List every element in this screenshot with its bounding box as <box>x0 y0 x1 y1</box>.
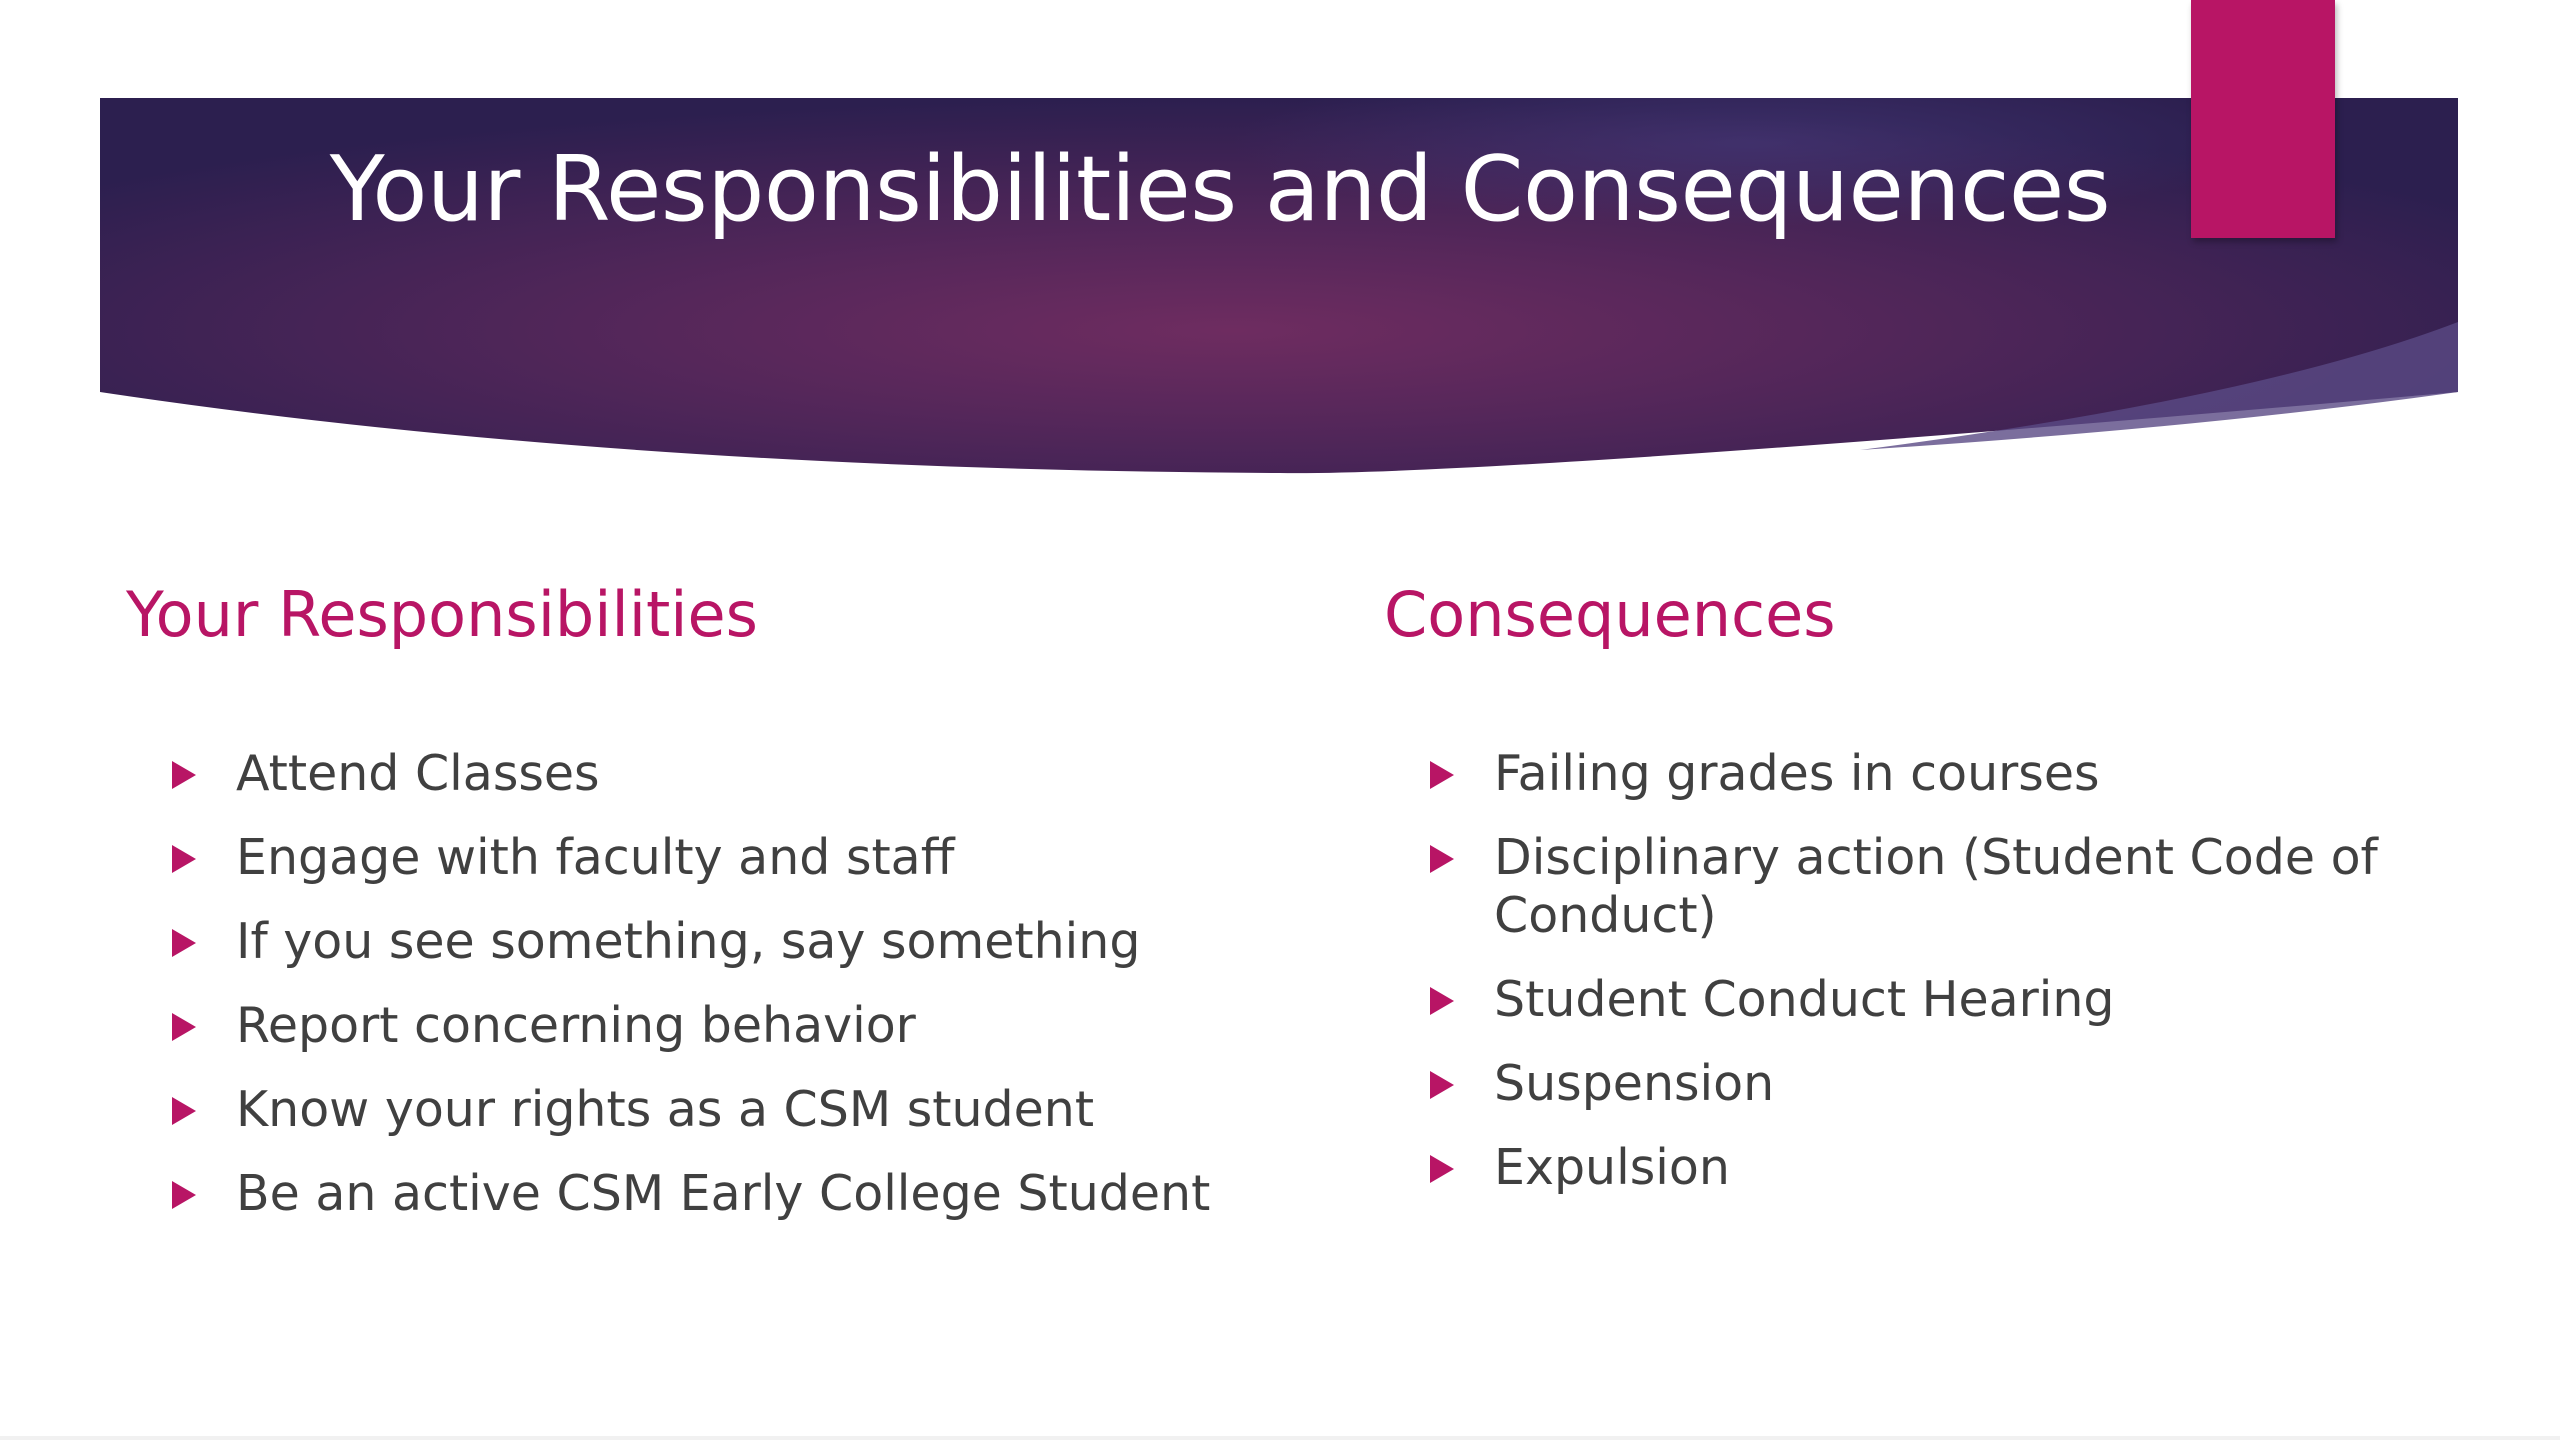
triangle-right-icon <box>1430 987 1454 1015</box>
list-item <box>166 829 1346 887</box>
list-item-text: Know your rights as a CSM student <box>236 1081 1095 1138</box>
list-item <box>1424 971 2424 1029</box>
consequences-list <box>1424 745 2424 1223</box>
slide-title: Your Responsibilities and Consequences <box>329 137 2111 242</box>
triangle-right-icon <box>172 1097 196 1125</box>
list-item-text: Student Conduct Hearing <box>1494 971 2115 1028</box>
triangle-right-icon <box>1430 845 1454 873</box>
list-item <box>166 745 1346 803</box>
list-item-text: Suspension <box>1494 1055 1775 1112</box>
list-item-text: Expulsion <box>1494 1139 1730 1196</box>
list-item <box>166 997 1346 1055</box>
list-item-text: If you see something, say something <box>236 913 1141 970</box>
list-item-text: Disciplinary action (Student Code of Conduct) <box>1494 829 2378 944</box>
responsibilities-list <box>166 745 1346 1249</box>
list-item <box>166 913 1346 971</box>
triangle-right-icon <box>172 1013 196 1041</box>
list-item <box>166 1081 1346 1139</box>
list-item <box>1424 829 2424 945</box>
responsibilities-heading: Your Responsibilities <box>126 578 758 651</box>
consequences-column <box>1384 560 2424 1196</box>
list-item-text: Attend Classes <box>236 745 600 802</box>
list-item <box>166 1165 1346 1223</box>
list-item-text: Engage with faculty and staff <box>236 829 955 886</box>
list-item-text: Failing grades in courses <box>1494 745 2100 802</box>
list-item-text: Report concerning behavior <box>236 997 916 1054</box>
triangle-right-icon <box>172 761 196 789</box>
triangle-right-icon <box>1430 1155 1454 1183</box>
list-item <box>1424 1139 2424 1197</box>
responsibilities-column <box>126 560 1346 1222</box>
triangle-right-icon <box>172 1181 196 1209</box>
triangle-right-icon <box>172 929 196 957</box>
triangle-right-icon <box>172 845 196 873</box>
list-item <box>1424 745 2424 803</box>
triangle-right-icon <box>1430 761 1454 789</box>
consequences-heading: Consequences <box>1384 578 1836 651</box>
list-item-text: Be an active CSM Early College Student <box>236 1165 1211 1222</box>
slide-bottom-edge <box>0 1436 2560 1440</box>
list-item <box>1424 1055 2424 1113</box>
triangle-right-icon <box>1430 1071 1454 1099</box>
